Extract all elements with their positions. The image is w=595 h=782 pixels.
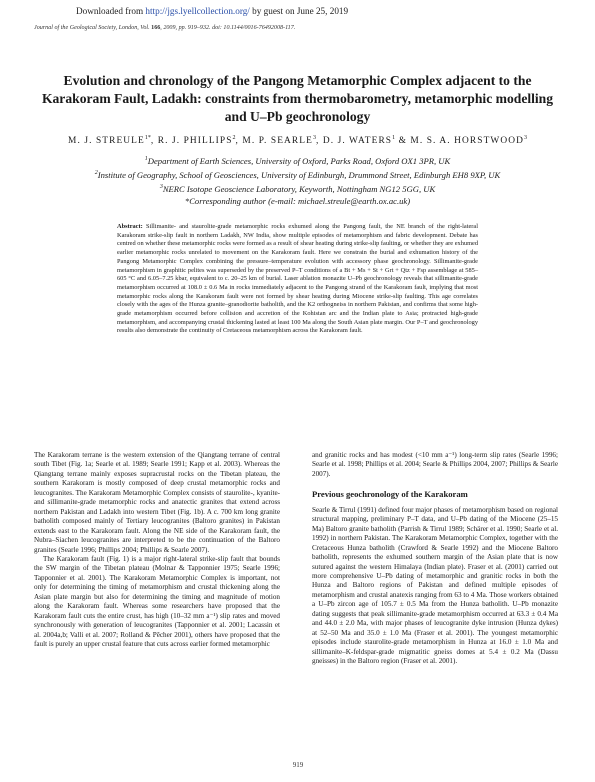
intro-paragraph-3: and granitic rocks and has modest (<10 mm a⁻¹) long-term slip rates (Searle 1996; Searle et al. 1998; Phillips et al. 2004; Searle & Phillips 2004, 2007; Phillips & Searle 2007).	[312, 451, 558, 478]
author-name: D. J. WATERS	[322, 136, 393, 147]
body-column-left	[34, 451, 280, 650]
author-affiliation-marker: 1*	[144, 135, 151, 141]
journal-location: , London, Vol.	[115, 25, 152, 31]
journal-name: Journal of the Geological Society	[34, 25, 116, 31]
download-prefix: Downloaded from	[76, 6, 146, 16]
section-paragraph-1: Searle & Tirrul (1991) defined four major phases of metamorphism based on regional structural mapping, preliminary P–T data, and U–Pb dating of the Miocene (25–15 Ma) Baltoro granite batholith (Parrish & Tirrul 1989; Schärer et al. 1990; Searle et al. 1992) in northern Pakistan. The Karakoram Metamorphic Complex, together with the Cretaceous Hunza batholith (Crawford & Searle 1992) and the Miocene Baltoro batholith, represents the exhumed southern margin of the Asian plate that is now sutured against the western Himalaya (Indian plate). Fraser et al. (2001) carried out more comprehensive U–Pb dating of metamorphic and granitic rocks in both the Hunza and Baltoro regions of Pakistan and defined multiple episodes of metamorphism and crustal anatexis ranging from 63 to 4 Ma. Those workers obtained a U–Pb zircon age of 105.7 ± 0.5 Ma from the Hunza batholith. U–Pb monazite dating suggests that peak sillimanite-grade metamorphism occurred at 63.3 ± 0.4 Ma and 44.0 ± 2.0 Ma, with major phases of leucogranite dyke intrusion (Hunza dykes) at 52–50 Ma and 35.0 ± 1.0 Ma (Fraser et al. 2001). The youngest metamorphic episodes include staurolite-grade metamorphism in Hunza at 16.0 ± 1.0 Ma and sillimanite–K-feldspar-grade migmatitic gneiss domes at 5.4 ± 0.2 Ma (Dassu gneisses) in the Baltoro region (Fraser et al. 2001).	[312, 505, 558, 666]
author-affiliation-marker: 2	[232, 135, 236, 141]
journal-website-link[interactable]: http://jgs.lyellcollection.org/	[145, 6, 250, 16]
paper-title: Evolution and chronology of the Pangong Metamorphic Complex adjacent to the Karakoram Fault, Ladakh: constraints from thermobarometry, metamorphic modelling and U–Pb geochronology	[41, 73, 554, 124]
author-affiliation-marker: 3	[523, 135, 527, 141]
author-name: M. P. SEARLE	[242, 136, 313, 147]
corresponding-author: *Corresponding author (e-mail: michael.streule@earth.ox.ac.uk)	[184, 196, 411, 207]
author-name: R. J. PHILLIPS	[157, 136, 233, 147]
journal-citation	[34, 25, 574, 31]
affiliation-2-marker: 2	[94, 170, 98, 177]
affiliation-3	[30, 181, 565, 195]
affiliation-2	[30, 167, 565, 181]
affiliation-1	[30, 153, 565, 167]
author-affiliation-marker: 3	[312, 135, 316, 141]
abstract-text: Sillimanite- and staurolite-grade metamorphic rocks exhumed along the Pangong fault, the NE branch of the right-lateral Karakoram strike-slip fault in northern Ladakh, NW India, show multiple episodes of metamorphism and fabric development. Debate has centred on whether these metamorphic rocks were formed as a result of shear heating during strike-slip faulting, or whether they are exhumed earlier metamorphic rocks unrelated to movement on the Karakoram fault. Here we constrain the burial and exhumation history of the Pangong Metamorphic Complex combining the pressure–temperature evolution with accessory phase geochronology. Sillimanite-grade metamorphism in graphitic pelites was superseded by the preserved P–T conditions of a Bt + Ms + St + Grt + Qtz + Fsp assemblage at 585–605 °C and 6.05–7.25 kbar, equivalent to c. 20–25 km of burial. Laser ablation monazite U–Pb geochronology reveals that sillimanite-grade metamorphism occurred at 108.0 ± 0.6 Ma in rocks immediately adjacent to the Pangong strand of the Karakoram fault, implying that most metamorphic rocks along the Karakoram fault were not formed by shear heating during Miocene strike-slip faulting. This age correlates closely with the ages of the Hunza granite–granodiorite batholith, and the K2 orthogneiss in northern Pakistan, and confirms that some high-grade metamorphism occurred before collision and accretion of the Kohistan arc and the Indian plate to Asia; protracted high-grade metamorphism, and accompanying crustal thickening lasted at least 100 Ma along the South Asian plate margin. Our P–T and geochronology results also demonstrate the continuity of Cretaceous metamorphism across the Karakoram fault.	[117, 223, 478, 335]
author-separator: ,	[150, 136, 158, 147]
author-affiliation-marker: 1	[392, 135, 396, 141]
author-name: M. S. A. HORSTWOOD	[410, 136, 524, 147]
intro-paragraph-1: The Karakoram terrane is the western extension of the Qiangtang terrane of central south Tibet (Fig. 1a; Searle et al. 1989; Searle 1991; Kapp et al. 2003). Whereas the Qiangtang terrane mainly exposes supracrustal rocks on the Tibetan plateau, the southern Karakoram is mostly composed of deep crustal metamorphic rocks and leucogranites. The Karakoram Metamorphic Complex consists of staurolite-, kyanite- and sillimanite-grade metamorphic rocks and anatectic granites that extend across northern Pakistan and Ladakh into western Tibet (Fig. 1b). A c. 700 km long granite batholith composed mainly of Tertiary leucogranites (Baltoro granites) in Pakistan extends east to the Karakoram fault. Along the NE side of the Karakoram fault, the Nubra–Siachen leucogranites are interpreted to be the continuation of the Baltoro granites (Searle 1996; Phillips 2004; Phillips & Searle 2007).	[34, 451, 280, 554]
page-number: 919	[292, 761, 304, 769]
author-name: M. J. STREULE	[68, 136, 145, 147]
download-suffix: by guest on June 25, 2019	[249, 6, 349, 16]
journal-pages-doi: , 2009, pp. 919–932. doi: 10.1144/0016-76492008-117.	[160, 25, 296, 31]
author-separator: &	[395, 136, 411, 147]
download-notice	[76, 6, 516, 16]
author-separator: ,	[315, 136, 323, 147]
section-heading: Previous geochronology of the Karakoram	[312, 489, 468, 500]
journal-volume: 166	[151, 25, 161, 31]
affiliation-3-text: NERC Isotope Geoscience Laboratory, Keyworth, Nottingham NG12 5GG, UK	[162, 183, 436, 194]
affiliation-3-marker: 3	[159, 184, 163, 191]
affiliation-1-text: Department of Earth Sciences, University of Oxford, Parks Road, Oxford OX1 3PR, UK	[147, 155, 451, 166]
author-list	[40, 135, 555, 146]
body-column-right	[312, 451, 558, 667]
intro-paragraph-2: The Karakoram fault (Fig. 1) is a major right-lateral strike-slip fault that bounds the SW margin of the Tibetan plateau (Molnar & Tapponnier 1975; Searle 1996; Tapponnier et al. 2001). The Karakoram Metamorphic Complex is important, not only for determining the timing of metamorphism and crustal thickening along the Asian plate margin but also for determining the timing and magnitude of motion along the Karakoram fault. Whereas some researchers have proposed that the Karakoram fault cuts the entire crust, has high (10–32 mm a⁻¹) slip rates and moved synchronously with generation of leucogranites (Tapponnier et al. 2001; Lacassin et al. 2004a,b; Valli et al. 2007; Rolland & Pêcher 2001), others have proposed that the fault is purely an upper crustal feature that cuts across earlier formed metamorphic	[34, 554, 280, 649]
affiliation-1-marker: 1	[144, 156, 148, 162]
author-separator: ,	[235, 136, 243, 147]
affiliation-2-text: Institute of Geography, School of Geosciences, University of Edinburgh, Drummond Street, Edinburgh EH8 9XP, UK	[97, 169, 501, 180]
abstract-label: Abstract:	[117, 223, 143, 230]
abstract	[117, 223, 478, 336]
affiliations	[30, 153, 565, 207]
